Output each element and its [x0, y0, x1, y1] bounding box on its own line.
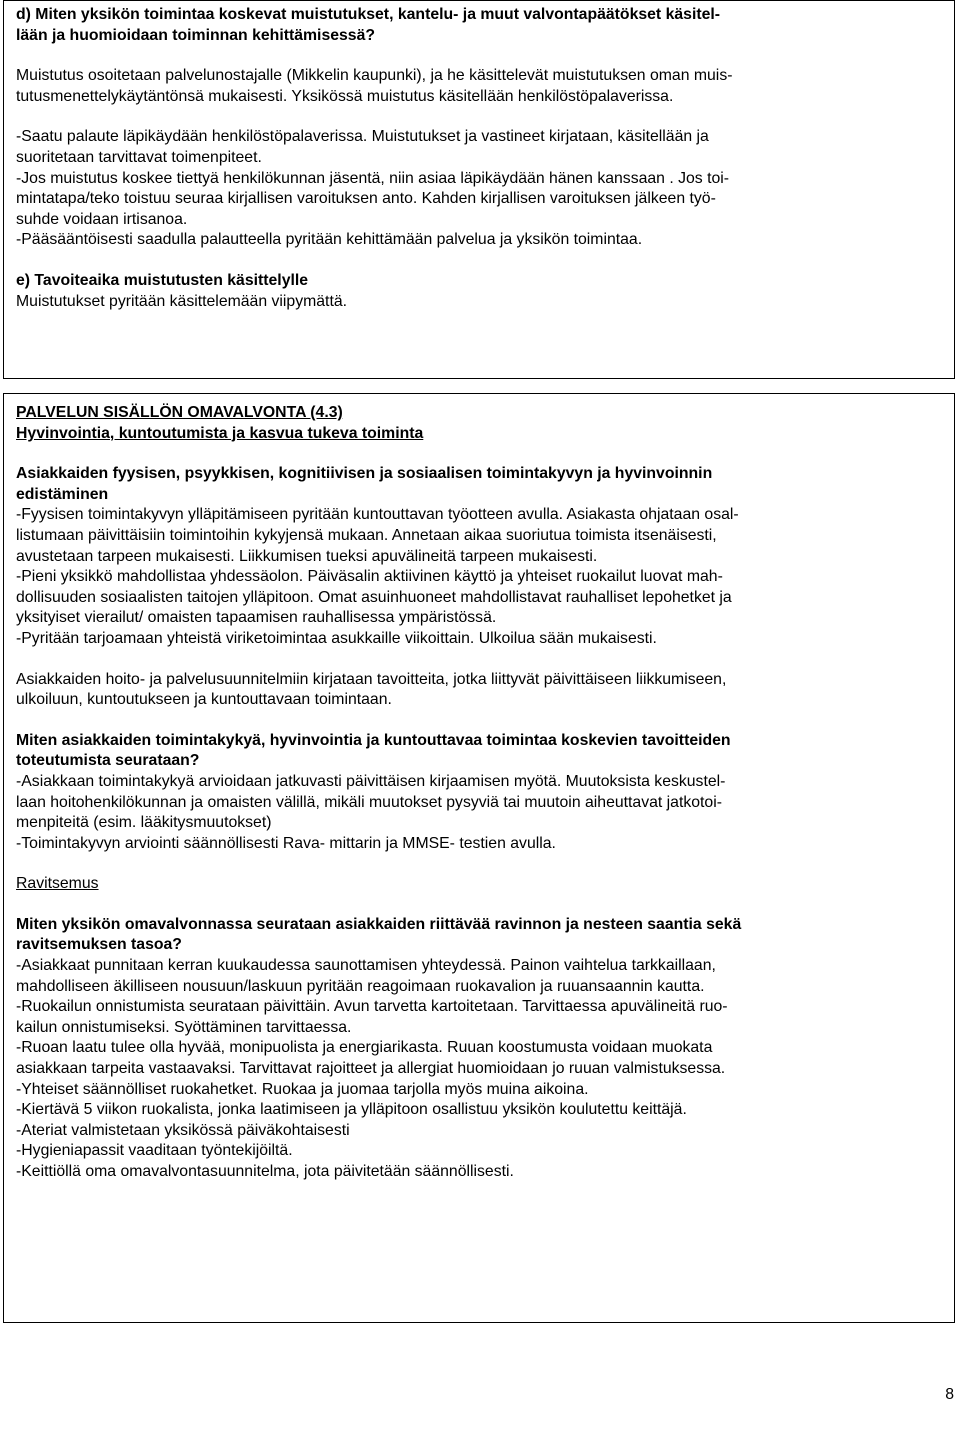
- block4-heading-line: Miten yksikön omavalvonnassa seurataan asiakkaiden riittävää ravinnon ja nesteen saantia sekä: [16, 915, 742, 933]
- section-d-e-content: [16, 5, 944, 312]
- section-d-text-line: -Saatu palaute läpikäydään henkilöstöpalaverissa. Muistutukset ja vastineet kirjataan, käsitellään ja: [16, 128, 709, 146]
- section-d-text-line: Muistutus osoitetaan palvelunostajalle (Mikkelin kaupunki), ja he käsittelevät muistutuksen oman muis-: [16, 67, 733, 85]
- spacer: [16, 854, 944, 874]
- block4-text-line: -Yhteiset säännölliset ruokahetket. Ruokaa ja juomaa tarjolla myös muina aikoina.: [16, 1080, 589, 1098]
- section-d-text-line: suhde voidaan irtisanoa.: [16, 210, 188, 228]
- section-d-e-box: [3, 0, 955, 379]
- spacer: [16, 711, 944, 731]
- block3-text-line: -Toimintakyvyn arviointi säännöllisesti Rava- mittarin ja MMSE- testien avulla.: [16, 834, 556, 852]
- palvelu-box: [3, 393, 955, 1323]
- section-d-text-line: tutusmenettelykäytäntönsä mukaisesti. Yksikössä muistutus käsitellään henkilöstöpalaverissa.: [16, 87, 674, 105]
- block2-text-line: Asiakkaiden hoito- ja palvelusuunnitelmiin kirjataan tavoitteita, jotka liittyvät päivittäiseen liikkumiseen,: [16, 670, 727, 688]
- spacer: [16, 251, 944, 271]
- block4-text-line: -Hygieniapassit vaaditaan työntekijöiltä.: [16, 1142, 293, 1160]
- section-d-text-line: mintatapa/teko toistuu seuraa kirjallisen varoituksen anto. Kahden kirjallisen varoituksen jälkeen työ-: [16, 190, 716, 208]
- block1-text-line: dollisuuden sosiaalisten taitojen ylläpitoon. Omat asuinhuoneet mahdollistavat rauhalliset lepohetket ja: [16, 588, 732, 606]
- section-d-heading-line: lään ja huomioidaan toiminnan kehittämisessä?: [16, 26, 376, 44]
- page-number: 8: [945, 1386, 954, 1403]
- palvelu-title: PALVELUN SISÄLLÖN OMAVALVONTA (4.3): [16, 404, 343, 421]
- block1-text-line: -Fyysisen toimintakyvyn ylläpitämiseen pyritään kuntouttavan työotteen avulla. Asiakasta ohjataan osal-: [16, 506, 739, 524]
- spacer: [16, 444, 944, 464]
- section-d-text-line: -Jos muistutus koskee tiettyä henkilökunnan jäsentä, niin asiaa läpikäydään hänen kanssaan . Jos toi-: [16, 169, 730, 187]
- spacer: [16, 107, 944, 127]
- block4-text-line: mahdolliseen äkilliseen nousuun/laskuun pyritään reagoimaan ruokavalion ja ruuansaannin kautta.: [16, 977, 705, 995]
- section-e-heading: e) Tavoiteaika muistutusten käsittelylle: [16, 271, 309, 289]
- block4-text-line: asiakkaan tarpeita vastaavaksi. Tarvittavat rajoitteet ja allergiat huomioidaan jo ruuan valmistuksessa.: [16, 1060, 726, 1078]
- ravitsemus-title: Ravitsemus: [16, 875, 99, 893]
- block3-text-line: laan hoitohenkilökunnan ja omaisten välillä, mikäli muutokset pysyviä tai muutoin aiheuttavat jatkotoi-: [16, 793, 722, 811]
- block1-text-line: -Pyritään tarjoamaan yhteistä viriketoimintaa asukkaille viikoittain. Ulkoilua sään mukaisesti.: [16, 629, 657, 647]
- block1-text-line: yksityiset vierailut/ omaisten tapaamisen rauhallisessa ympäristössä.: [16, 609, 497, 627]
- section-d-text-line: -Pääsääntöisesti saadulla palautteella pyritään kehittämään palvelua ja yksikön toimintaa.: [16, 231, 643, 249]
- block1-text-line: listumaan päivittäisiin toimintoihin kykyjensä mukaan. Annetaan aikaa suoriutua toimista itsenäisesti,: [16, 526, 717, 544]
- section-e-text: Muistutukset pyritään käsittelemään viipymättä.: [16, 292, 348, 310]
- block4-heading-line: ravitsemuksen tasoa?: [16, 936, 182, 954]
- spacer: [16, 895, 944, 915]
- spacer: [16, 46, 944, 66]
- block4-text-line: -Kiertävä 5 viikon ruokalista, jonka laatimiseen ja ylläpitoon osallistuu yksikön koulutettu keittäjä.: [16, 1101, 687, 1119]
- block4-text-line: -Asiakkaat punnitaan kerran kuukaudessa saunottamisen yhteydessä. Painon vaihtelua tarkkaillaan,: [16, 957, 716, 975]
- block2-text-line: ulkoiluun, kuntoutukseen ja kuntouttavaan toimintaan.: [16, 691, 392, 709]
- palvelu-subtitle: Hyvinvointia, kuntoutumista ja kasvua tukeva toiminta: [16, 424, 424, 442]
- block4-text-line: -Ruokailun onnistumista seurataan päivittäin. Avun tarvetta kartoitetaan. Tarvittaessa apuvälineitä ruo-: [16, 998, 728, 1016]
- block1-heading-line: Asiakkaiden fyysisen, psyykkisen, kognitiivisen ja sosiaalisen toimintakyvyn ja hyvinvoinnin: [16, 465, 713, 483]
- block4-text-line: -Keittiöllä oma omavalvontasuunnitelma, jota päivitetään säännöllisesti.: [16, 1163, 514, 1180]
- palvelu-content: [16, 403, 944, 1183]
- block4-text-line: kailun onnistumiseksi. Syöttäminen tarvittaessa.: [16, 1018, 352, 1036]
- block3-heading-line: Miten asiakkaiden toimintakykyä, hyvinvointia ja kuntouttavaa toimintaa koskevien tavoitteiden: [16, 731, 731, 749]
- block1-text-line: -Pieni yksikkö mahdollistaa yhdessäolon. Päiväsalin aktiivinen käyttö ja yhteiset ruokailut luovat mah-: [16, 568, 723, 586]
- block4-text-line: -Ruoan laatu tulee olla hyvää, monipuolista ja energiarikasta. Ruuan koostumusta voidaan muokata: [16, 1039, 713, 1057]
- block1-text-line: avustetaan tarpeen mukaisesti. Liikkumisen tueksi apuvälineitä tarpeen mukaisesti.: [16, 547, 598, 565]
- block3-text-line: -Asiakkaan toimintakykyä arvioidaan jatkuvasti päivittäisen kirjaamisen myötä. Muutoksista keskustel-: [16, 772, 726, 790]
- block3-text-line: menpiteitä (esim. lääkitysmuutokset): [16, 814, 272, 832]
- block1-heading-line: edistäminen: [16, 485, 109, 503]
- spacer: [16, 650, 944, 670]
- section-d-text-line: suoritetaan tarvittavat toimenpiteet.: [16, 148, 262, 166]
- block3-heading-line: toteutumista seurataan?: [16, 752, 200, 770]
- block4-text-line: -Ateriat valmistetaan yksikössä päiväkohtaisesti: [16, 1121, 350, 1139]
- section-d-heading-line: d) Miten yksikön toimintaa koskevat muistutukset, kantelu- ja muut valvontapäätökset käsitel-: [16, 6, 721, 23]
